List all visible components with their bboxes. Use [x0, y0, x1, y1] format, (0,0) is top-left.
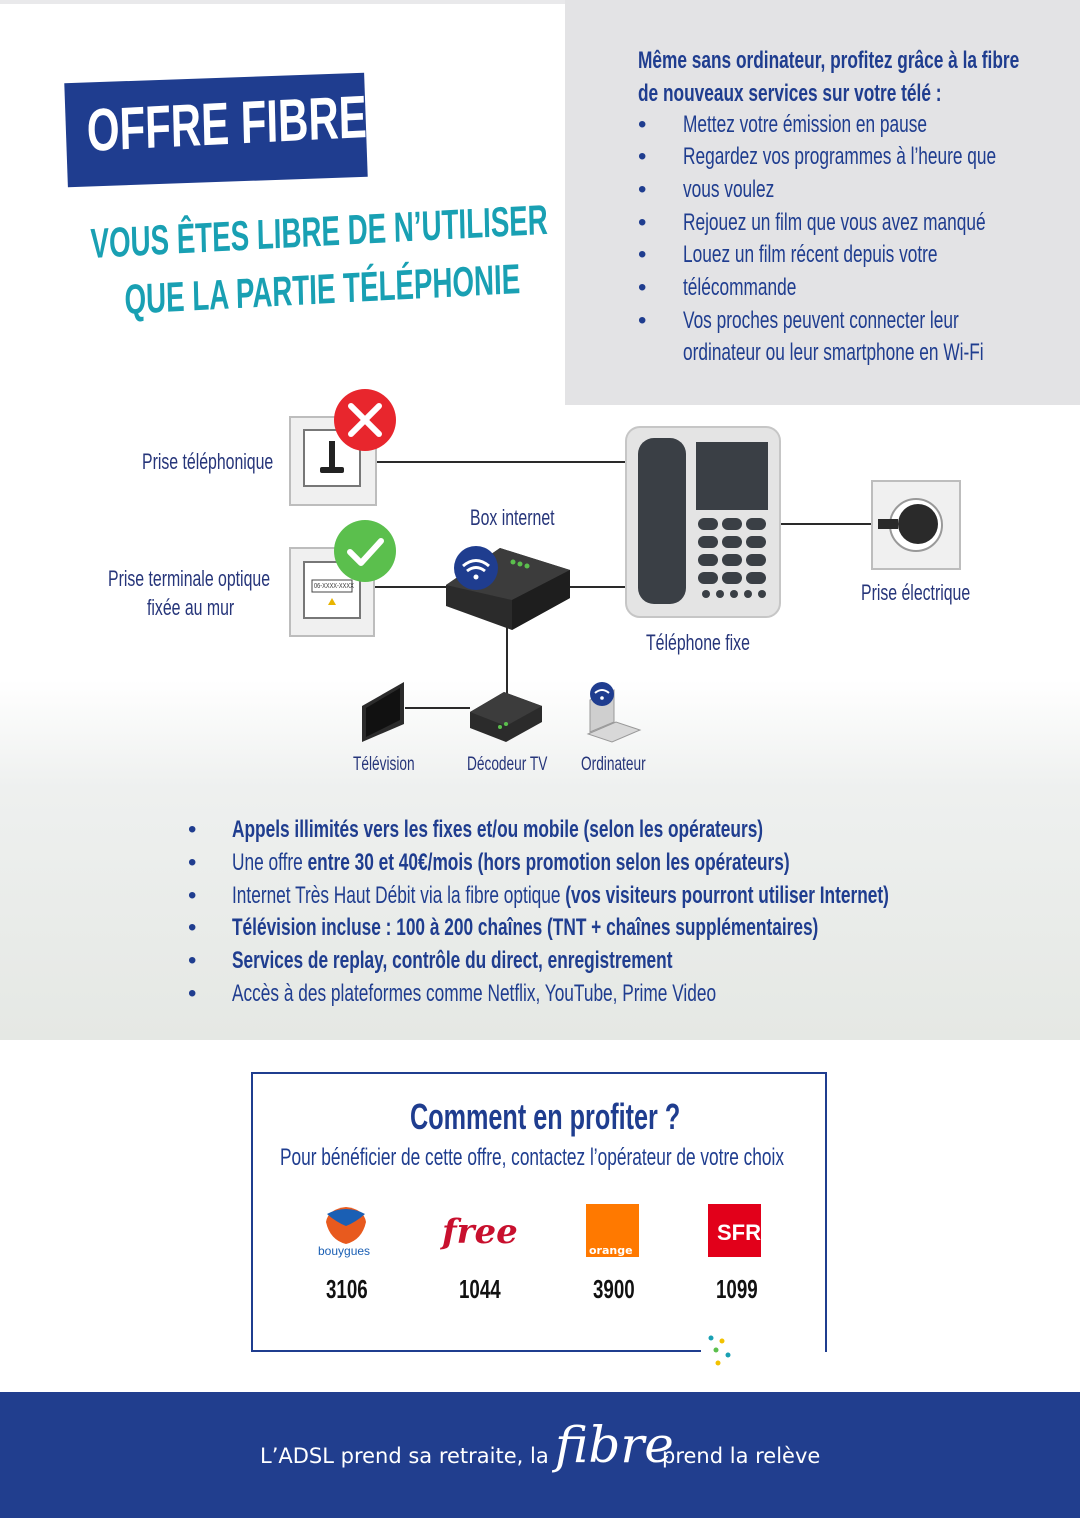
how-to-subtitle: Pour bénéficier de cette offre, contactez l’opérateur de votre choix: [280, 1144, 784, 1171]
page-title: OFFRE FIBRE: [86, 83, 368, 164]
free-logo: [440, 1212, 518, 1252]
fibre-logo: fibre: [555, 1416, 674, 1474]
label-optical-socket-line1: Prise terminale optique: [108, 566, 271, 591]
bouygues-logo: [326, 1207, 366, 1244]
services-intro: Même sans ordinateur, profitez grâce à la fibre de nouveaux services sur votre télé :: [638, 47, 1020, 107]
label-internet-box: Box internet: [470, 505, 555, 530]
label-desk-phone: Téléphone fixe: [646, 630, 750, 655]
label-tv: Télévision: [353, 754, 415, 775]
how-to-title: Comment en profiter ?: [410, 1096, 681, 1137]
operator-number: 1044: [459, 1274, 501, 1304]
operator-number: 1099: [716, 1274, 758, 1304]
subtitle-line-1: VOUS ÊTES LIBRE DE N’UTILISER: [90, 195, 549, 267]
bouygues-logo-text: bouygues: [318, 1244, 371, 1258]
svg-text:free: free: [442, 1212, 518, 1252]
orange-logo: [586, 1204, 639, 1257]
label-power-outlet: Prise électrique: [861, 580, 971, 605]
label-decoder: Décodeur TV: [467, 754, 548, 775]
svg-text:orange: orange: [589, 1244, 633, 1257]
footer-text-after: prend la relève: [662, 1444, 821, 1468]
sfr-logo: [708, 1204, 761, 1257]
operator-number: 3106: [326, 1274, 368, 1304]
label-optical-socket-line2: fixée au mur: [147, 595, 235, 620]
footer-text-before: L’ADSL prend sa retraite, la: [260, 1444, 549, 1468]
decorative-dots: [709, 1336, 731, 1366]
svg-text:SFR: SFR: [717, 1220, 761, 1245]
label-phone-socket: Prise téléphonique: [142, 449, 274, 474]
subtitle-line-2: QUE LA PARTIE TÉLÉPHONIE: [124, 255, 521, 323]
label-computer: Ordinateur: [581, 754, 646, 775]
label-optical-code: 06-XXXX-XXXX: [314, 583, 354, 590]
operator-number: 3900: [593, 1274, 635, 1304]
